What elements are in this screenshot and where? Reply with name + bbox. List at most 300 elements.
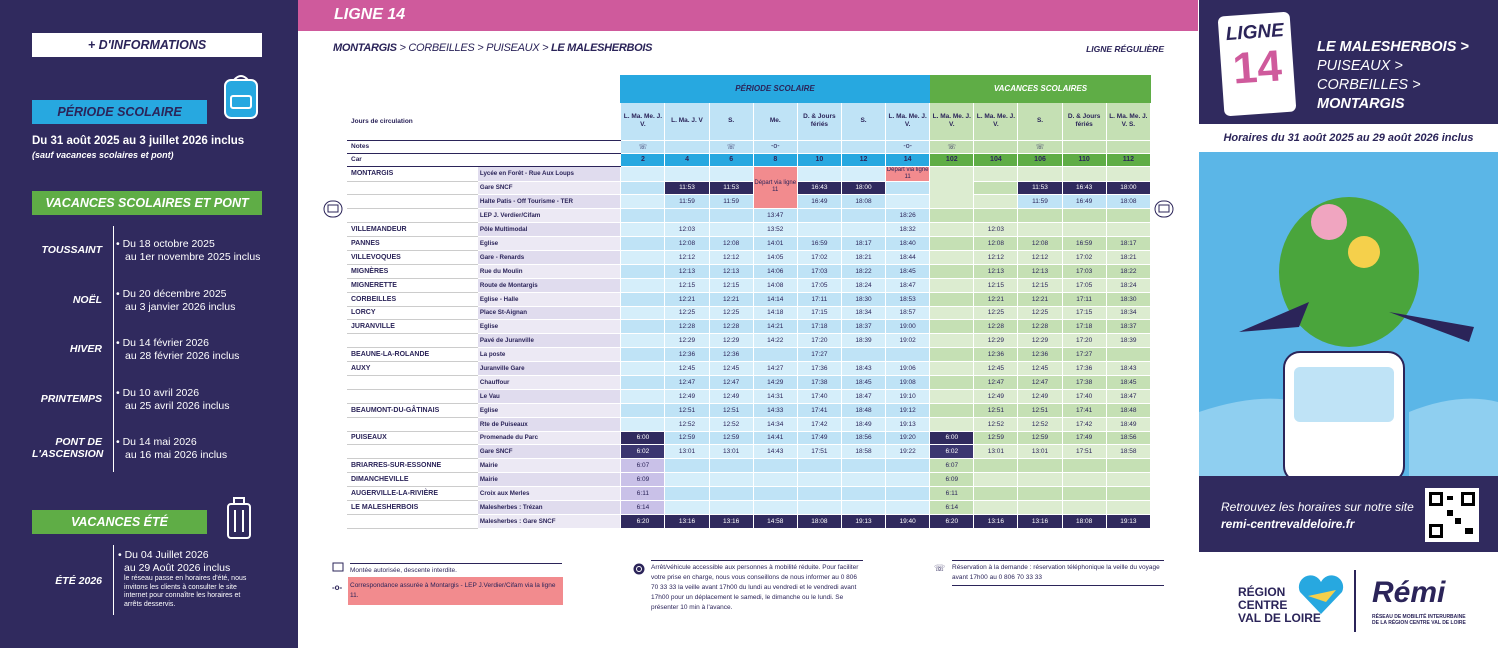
time-cell: 17:40 xyxy=(1062,389,1106,403)
region-logo-line3: VAL DE LOIRE xyxy=(1238,611,1321,625)
time-cell: 6:09 xyxy=(621,473,665,487)
holiday-printemps xyxy=(32,387,268,433)
time-cell xyxy=(930,223,974,237)
time-cell xyxy=(621,181,665,195)
day-header: D. & Jours fériés xyxy=(1062,103,1106,140)
time-cell: 18:47 xyxy=(886,278,930,292)
time-cell: 18:00 xyxy=(841,181,885,195)
time-cell: 13:16 xyxy=(1018,514,1062,528)
holiday-line1: • Du 10 avril 2026 xyxy=(116,387,200,399)
stop-name: Malesherbes : Trézan xyxy=(477,500,620,514)
city-name xyxy=(347,514,477,528)
time-cell: 12:49 xyxy=(665,389,709,403)
time-cell xyxy=(1106,348,1150,362)
day-header: L. Ma. Me. J. V. S. xyxy=(1106,103,1150,140)
ete-name: ÉTÉ 2026 xyxy=(55,575,102,587)
time-cell xyxy=(709,487,753,501)
ete-line2: au 29 Août 2026 inclus xyxy=(124,562,231,574)
time-cell xyxy=(665,166,709,181)
time-cell: 12:49 xyxy=(1018,389,1062,403)
time-cell: 17:27 xyxy=(1062,348,1106,362)
time-cell: 18:49 xyxy=(841,417,885,431)
time-cell xyxy=(621,237,665,251)
time-cell: 17:05 xyxy=(1062,278,1106,292)
time-cell: 13:01 xyxy=(665,445,709,459)
time-cell: 14:14 xyxy=(753,292,797,306)
logo-divider xyxy=(1354,570,1356,632)
time-cell: 14:31 xyxy=(753,389,797,403)
time-cell: 6:00 xyxy=(621,431,665,445)
time-cell: 18:57 xyxy=(886,306,930,320)
line-badge-number: 14 xyxy=(1231,41,1284,94)
table-row xyxy=(347,195,1151,209)
time-cell: 12:45 xyxy=(665,362,709,376)
route-sep: > xyxy=(396,42,409,54)
time-cell xyxy=(797,500,841,514)
time-cell: 11:53 xyxy=(1018,181,1062,195)
time-cell xyxy=(974,181,1018,195)
time-cell xyxy=(974,473,1018,487)
table-row xyxy=(347,334,1151,348)
time-cell xyxy=(709,473,753,487)
stop-name: Pôle Multimodal xyxy=(477,223,620,237)
time-cell: 17:02 xyxy=(1062,250,1106,264)
line-type: LIGNE RÉGULIÈRE xyxy=(1086,44,1164,54)
time-cell xyxy=(1106,487,1150,501)
time-cell: 18:58 xyxy=(841,445,885,459)
time-cell: 18:34 xyxy=(1106,306,1150,320)
time-cell: 18:24 xyxy=(841,278,885,292)
time-cell xyxy=(621,389,665,403)
city-name: MONTARGIS xyxy=(347,166,477,181)
periode-note: (sauf vacances scolaires et pont) xyxy=(32,150,174,160)
time-cell: 18:08 xyxy=(841,195,885,209)
time-cell: 12:03 xyxy=(974,223,1018,237)
day-header: S. xyxy=(1018,103,1062,140)
time-cell: 12:45 xyxy=(1018,362,1062,376)
suitcase-icon xyxy=(226,496,252,542)
time-cell xyxy=(1018,500,1062,514)
time-cell: 12:28 xyxy=(1018,320,1062,334)
time-cell: 18:26 xyxy=(886,209,930,223)
time-cell: 17:18 xyxy=(1062,320,1106,334)
table-row xyxy=(347,389,1151,403)
time-cell: 19:00 xyxy=(886,320,930,334)
city-name: PANNES xyxy=(347,237,477,251)
time-cell xyxy=(665,209,709,223)
time-cell: 18:17 xyxy=(1106,237,1150,251)
time-cell: 6:14 xyxy=(621,500,665,514)
time-cell: 18:45 xyxy=(1106,375,1150,389)
region-heart-icon xyxy=(1296,572,1346,616)
time-cell: 17:49 xyxy=(1062,431,1106,445)
time-cell: 17:40 xyxy=(797,389,841,403)
city-name: LORCY xyxy=(347,306,477,320)
time-cell xyxy=(930,209,974,223)
time-cell: 13:16 xyxy=(974,514,1018,528)
time-cell: 18:24 xyxy=(1106,278,1150,292)
time-cell xyxy=(1018,473,1062,487)
time-cell: 14:58 xyxy=(753,514,797,528)
time-cell: 19:13 xyxy=(1106,514,1150,528)
time-cell: 6:02 xyxy=(621,445,665,459)
time-cell: 12:59 xyxy=(709,431,753,445)
time-cell: 12:08 xyxy=(1018,237,1062,251)
time-cell xyxy=(621,375,665,389)
time-cell xyxy=(841,500,885,514)
time-cell: 19:12 xyxy=(886,403,930,417)
time-cell: 18:49 xyxy=(1106,417,1150,431)
holiday-name: HIVER xyxy=(69,343,102,355)
time-cell: 12:15 xyxy=(709,278,753,292)
day-header: L. Ma. Me. J. V. xyxy=(886,103,930,140)
time-cell: 17:36 xyxy=(797,362,841,376)
time-cell: 16:59 xyxy=(797,237,841,251)
jours-label: Jours de circulation xyxy=(347,103,621,140)
time-cell: 12:25 xyxy=(665,306,709,320)
website-url[interactable]: remi-centrevaldeloire.fr xyxy=(1221,517,1355,531)
stop-name: Gare SNCF xyxy=(477,445,620,459)
time-cell: 18:58 xyxy=(1106,445,1150,459)
city-name: MIGNÈRES xyxy=(347,264,477,278)
time-cell xyxy=(1106,459,1150,473)
table-row xyxy=(347,348,1151,362)
stop-name: Eglise xyxy=(477,320,620,334)
time-cell xyxy=(621,250,665,264)
time-cell: 6:00 xyxy=(930,431,974,445)
table-row xyxy=(347,237,1151,251)
stop-name: Halte Patis - Off Tourisme - TER xyxy=(477,195,620,209)
city-name xyxy=(347,445,477,459)
holiday-line2: au 16 mai 2026 inclus xyxy=(125,449,228,461)
holiday-line1: • Du 20 décembre 2025 xyxy=(116,288,227,300)
time-cell: 12:13 xyxy=(974,264,1018,278)
time-cell: 12:21 xyxy=(665,292,709,306)
table-row xyxy=(347,514,1151,528)
time-cell: 18:53 xyxy=(886,292,930,306)
time-cell xyxy=(621,209,665,223)
validity-dates: Horaires du 31 août 2025 au 29 août 2026 inclus xyxy=(1199,124,1498,152)
note-cell: -o- xyxy=(886,140,930,153)
time-cell: 17:41 xyxy=(797,403,841,417)
people-on-bus-illustration xyxy=(1199,152,1498,476)
time-cell xyxy=(886,181,930,195)
time-cell: 17:49 xyxy=(797,431,841,445)
time-cell: 12:12 xyxy=(974,250,1018,264)
time-cell: 12:29 xyxy=(974,334,1018,348)
city-name: MIGNERETTE xyxy=(347,278,477,292)
time-cell: 11:53 xyxy=(665,181,709,195)
time-cell xyxy=(886,195,930,209)
time-cell xyxy=(797,473,841,487)
time-cell xyxy=(621,278,665,292)
time-cell xyxy=(930,417,974,431)
table-row xyxy=(347,306,1151,320)
time-cell: 14:21 xyxy=(753,320,797,334)
table-row xyxy=(347,403,1151,417)
day-header: D. & Jours fériés xyxy=(797,103,841,140)
phone-icon: ☏ xyxy=(934,563,946,573)
time-cell: 12:12 xyxy=(665,250,709,264)
city-name xyxy=(347,417,477,431)
time-cell: 12:36 xyxy=(665,348,709,362)
time-cell: 12:51 xyxy=(665,403,709,417)
stop-name: LEP J. Verdier/Cifam xyxy=(477,209,620,223)
city-name: BRIARRES-SUR-ESSONNE xyxy=(347,459,477,473)
time-cell xyxy=(1062,473,1106,487)
time-cell xyxy=(709,166,753,181)
boarding-only-icon xyxy=(332,561,344,573)
note-cell xyxy=(841,140,885,153)
periode-dates: Du 31 août 2025 au 3 juillet 2026 inclus xyxy=(32,135,245,147)
time-cell: 18:43 xyxy=(841,362,885,376)
time-cell xyxy=(930,292,974,306)
time-cell xyxy=(930,166,974,209)
vacances-heading: VACANCES SCOLAIRES ET PONT xyxy=(32,191,262,215)
city-name xyxy=(347,209,477,223)
holiday-name: NOËL xyxy=(72,294,102,306)
time-cell: 17:03 xyxy=(797,264,841,278)
car-number: 4 xyxy=(665,153,709,166)
ete-divider xyxy=(113,545,114,615)
table-row xyxy=(347,320,1151,334)
note-cell: ☏ xyxy=(1018,140,1062,153)
time-cell: 12:08 xyxy=(709,237,753,251)
note-cell: ☏ xyxy=(709,140,753,153)
time-cell xyxy=(886,500,930,514)
time-cell: 18:40 xyxy=(886,237,930,251)
time-cell: 17:38 xyxy=(1062,375,1106,389)
time-cell: 13:52 xyxy=(753,223,797,237)
time-cell: 14:41 xyxy=(753,431,797,445)
illustration xyxy=(1199,152,1498,476)
time-cell xyxy=(621,362,665,376)
time-cell: 18:00 xyxy=(1106,181,1150,195)
table-row xyxy=(347,500,1151,514)
route-sep: > xyxy=(539,42,551,54)
city-name xyxy=(347,334,477,348)
time-cell: 17:27 xyxy=(797,348,841,362)
time-cell xyxy=(1062,500,1106,514)
stop-name: Malesherbes : Gare SNCF xyxy=(477,514,620,528)
time-cell: 12:59 xyxy=(974,431,1018,445)
time-cell: 12:36 xyxy=(974,348,1018,362)
day-header: L. Ma. J. V xyxy=(665,103,709,140)
destination-1: LE MALESHERBOIS > xyxy=(1317,39,1469,55)
time-cell: 19:13 xyxy=(886,417,930,431)
note-cell xyxy=(665,140,709,153)
ete-line1: • Du 04 Juillet 2026 xyxy=(118,549,209,561)
stop-name: Gare - Renards xyxy=(477,250,620,264)
time-cell: 18:30 xyxy=(1106,292,1150,306)
time-cell: 14:18 xyxy=(753,306,797,320)
time-cell xyxy=(621,264,665,278)
time-cell xyxy=(930,264,974,278)
time-cell: 13:47 xyxy=(753,209,797,223)
time-cell: 6:07 xyxy=(930,459,974,473)
time-cell: 14:34 xyxy=(753,417,797,431)
car-number: 6 xyxy=(709,153,753,166)
time-cell: 11:53 xyxy=(709,181,753,195)
destination-3: CORBEILLES > xyxy=(1317,77,1421,93)
time-cell xyxy=(974,500,1018,514)
time-cell xyxy=(797,459,841,473)
city-name: VILLEVOQUES xyxy=(347,250,477,264)
time-cell xyxy=(930,278,974,292)
time-cell: 6:20 xyxy=(930,514,974,528)
time-cell xyxy=(974,459,1018,473)
time-cell xyxy=(665,500,709,514)
car-number: 2 xyxy=(621,153,665,166)
time-cell xyxy=(753,473,797,487)
city-name: DIMANCHEVILLE xyxy=(347,473,477,487)
time-cell: 12:13 xyxy=(709,264,753,278)
time-cell: 18:37 xyxy=(1106,320,1150,334)
footnote-accessibility: Arrêt/véhicule accessible aux personnes à mobilité réduite. Pour faciliter votre prise en charge, nous vous conseillons de nous informer au 0 806 70 33 33 la veille avant 17h00 du lundi au vendredi et le vendredi avant 17h00 pour un déplacement le samedi, le dimanche ou le lundi. Se présenter 10 min à l'avance. xyxy=(651,560,863,613)
table-row xyxy=(347,264,1151,278)
time-cell: 12:29 xyxy=(665,334,709,348)
time-cell: 12:15 xyxy=(665,278,709,292)
qr-code-icon[interactable] xyxy=(1425,488,1479,542)
accessibility-icon xyxy=(633,563,645,575)
bus-boarding-icon xyxy=(323,200,343,218)
time-cell: 19:13 xyxy=(841,514,885,528)
time-cell: 17:15 xyxy=(797,306,841,320)
note-cell: -o- xyxy=(753,140,797,153)
time-cell: 16:43 xyxy=(797,181,841,195)
info-heading: + D'INFORMATIONS xyxy=(32,33,262,57)
route-origin: MONTARGIS xyxy=(333,42,397,54)
time-cell: Départ via ligne 11 xyxy=(753,166,797,209)
time-cell: 18:08 xyxy=(1106,195,1150,209)
stop-name: Promenade du Parc xyxy=(477,431,620,445)
time-cell: 18:34 xyxy=(841,306,885,320)
time-cell: 19:06 xyxy=(886,362,930,376)
time-cell xyxy=(1018,487,1062,501)
time-cell: 14:29 xyxy=(753,375,797,389)
time-cell xyxy=(930,320,974,334)
time-cell xyxy=(841,209,885,223)
vacances-scolaires-header: VACANCES SCOLAIRES xyxy=(930,75,1151,103)
time-cell: 16:59 xyxy=(1062,237,1106,251)
holiday-name: PONT DE L'ASCENSION xyxy=(32,436,104,460)
holiday-line1: • Du 14 février 2026 xyxy=(116,337,209,349)
city-name: BEAUMONT-DU-GÂTINAIS xyxy=(347,403,477,417)
time-cell: 18:45 xyxy=(886,264,930,278)
car-number: 104 xyxy=(974,153,1018,166)
footnote-correspondance: Correspondance assurée à Montargis - LEP J.Verdier/Cifam via la ligne 11. xyxy=(348,577,563,605)
table-row xyxy=(347,250,1151,264)
time-cell: 18:48 xyxy=(841,403,885,417)
holiday-hiver xyxy=(32,337,268,383)
time-cell: 18:47 xyxy=(1106,389,1150,403)
destination-4: MONTARGIS xyxy=(1317,96,1405,112)
holiday-name: TOUSSAINT xyxy=(41,244,102,256)
time-cell xyxy=(841,348,885,362)
holiday-line2: au 3 janvier 2026 inclus xyxy=(125,301,236,313)
time-cell: 19:20 xyxy=(886,431,930,445)
time-cell: 14:33 xyxy=(753,403,797,417)
ete-heading: VACANCES ÉTÉ xyxy=(32,510,207,534)
time-cell: 16:43 xyxy=(1062,181,1106,195)
day-header: Me. xyxy=(753,103,797,140)
time-cell xyxy=(841,487,885,501)
backpack-icon xyxy=(222,72,260,120)
time-cell: 19:08 xyxy=(886,375,930,389)
time-cell xyxy=(665,487,709,501)
table-row xyxy=(347,209,1151,223)
time-cell xyxy=(1018,223,1062,237)
note-cell xyxy=(797,140,841,153)
time-cell xyxy=(886,487,930,501)
time-cell: 17:51 xyxy=(797,445,841,459)
time-cell xyxy=(841,166,885,181)
time-cell: 18:30 xyxy=(841,292,885,306)
stop-name: Gare SNCF xyxy=(477,181,620,195)
car-number: 14 xyxy=(886,153,930,166)
time-cell xyxy=(930,250,974,264)
stop-name: Route de Montargis xyxy=(477,278,620,292)
holiday-line2: au 1er novembre 2025 inclus xyxy=(125,251,261,263)
day-header: L. Ma. Me. J. V. xyxy=(621,103,665,140)
time-cell xyxy=(797,166,841,181)
table-row xyxy=(347,473,1151,487)
route-via-1: CORBEILLES xyxy=(408,42,475,54)
table-row xyxy=(347,223,1151,237)
table-row xyxy=(347,417,1151,431)
city-name: VILLEMANDEUR xyxy=(347,223,477,237)
city-name xyxy=(347,195,477,209)
time-cell: 18:44 xyxy=(886,250,930,264)
time-cell: 18:56 xyxy=(1106,431,1150,445)
stop-name: Eglise xyxy=(477,403,620,417)
time-cell xyxy=(930,237,974,251)
time-cell xyxy=(621,166,665,181)
time-cell xyxy=(930,348,974,362)
time-cell: 6:07 xyxy=(621,459,665,473)
table-row xyxy=(347,278,1151,292)
time-cell: 12:49 xyxy=(709,389,753,403)
time-cell xyxy=(974,195,1018,209)
time-cell: 18:39 xyxy=(1106,334,1150,348)
time-cell xyxy=(841,459,885,473)
time-cell xyxy=(1018,166,1062,181)
route-via-2: PUISEAUX xyxy=(486,42,540,54)
time-cell: 18:39 xyxy=(841,334,885,348)
time-cell: 19:40 xyxy=(886,514,930,528)
time-cell xyxy=(1018,459,1062,473)
time-cell xyxy=(797,209,841,223)
time-cell: 17:11 xyxy=(1062,292,1106,306)
stop-name: Lycée en Forêt - Rue Aux Loups xyxy=(477,166,620,181)
stop-name: Rue du Moulin xyxy=(477,264,620,278)
time-cell: 17:42 xyxy=(797,417,841,431)
time-cell: 12:12 xyxy=(1018,250,1062,264)
footnote-reservation: Réservation à la demande : réservation téléphonique la veille du voyage avant 17h00 au 0 806 70 33 33 xyxy=(952,560,1164,586)
time-cell: 18:37 xyxy=(841,320,885,334)
time-cell: 12:51 xyxy=(974,403,1018,417)
time-cell xyxy=(709,500,753,514)
time-cell: 17:03 xyxy=(1062,264,1106,278)
time-cell xyxy=(1062,487,1106,501)
time-cell: 12:25 xyxy=(709,306,753,320)
time-cell: 12:03 xyxy=(665,223,709,237)
time-cell: 12:36 xyxy=(709,348,753,362)
time-cell: 13:01 xyxy=(974,445,1018,459)
stop-name: Eglise xyxy=(477,237,620,251)
note-cell xyxy=(1106,140,1150,153)
time-cell: 12:21 xyxy=(1018,292,1062,306)
